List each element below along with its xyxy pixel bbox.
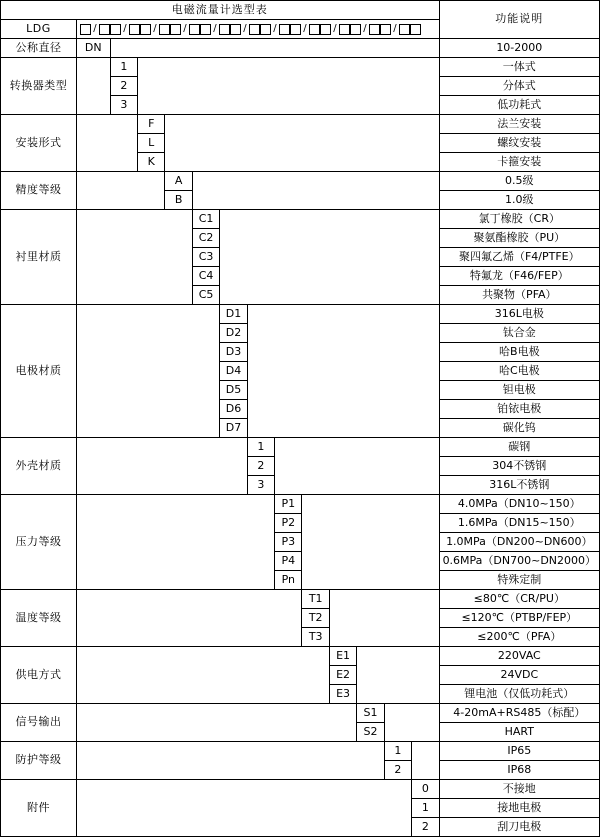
code-electrode-6[interactable]: D6: [220, 400, 247, 419]
code-install-type-2[interactable]: L: [138, 134, 165, 153]
desc-converter-type-1: 一体式: [439, 58, 599, 77]
desc-housing-1: 碳钢: [439, 438, 599, 457]
separator-slash: /: [183, 23, 187, 35]
code-temperature-3[interactable]: T3: [302, 628, 329, 647]
code-box[interactable]: [290, 24, 301, 35]
spacer-cell: [412, 742, 440, 780]
spacer-cell: [220, 210, 439, 305]
code-box[interactable]: [369, 24, 380, 35]
desc-protection-1: IP65: [439, 742, 599, 761]
code-box[interactable]: [350, 24, 361, 35]
desc-pressure-3: 1.0MPa（DN200~DN600）: [439, 533, 599, 552]
code-power-1[interactable]: E1: [329, 647, 356, 666]
row-label-signal-output: 信号输出: [1, 704, 77, 742]
desc-liner-4: 特氟龙（F46/FEP）: [439, 267, 599, 286]
code-liner-5[interactable]: C5: [192, 286, 219, 305]
desc-temperature-1: ≤80℃（CR/PU）: [439, 590, 599, 609]
desc-signal-2: HART: [439, 723, 599, 742]
code-box[interactable]: [129, 24, 140, 35]
spacer-cell: [76, 647, 329, 704]
separator-slash: /: [303, 23, 307, 35]
table-row: [1, 172, 600, 191]
code-accessory-1[interactable]: 0: [412, 780, 440, 799]
separator-slash: /: [93, 23, 97, 35]
table-header-row: [1, 1, 600, 20]
desc-converter-type-3: 低功耗式: [439, 96, 599, 115]
row-label-protection-class: 防护等级: [1, 742, 77, 780]
desc-accuracy-1: 0.5级: [439, 172, 599, 191]
desc-liner-3: 聚四氟乙烯（F4/PTFE）: [439, 248, 599, 267]
code-box[interactable]: [80, 24, 91, 35]
code-box[interactable]: [219, 24, 230, 35]
table-row: [1, 780, 600, 799]
code-protection-1[interactable]: 1: [384, 742, 411, 761]
code-box[interactable]: [399, 24, 410, 35]
row-label-accessory: 附件: [1, 780, 77, 837]
code-temperature-1[interactable]: T1: [302, 590, 329, 609]
code-dn[interactable]: DN: [76, 39, 110, 58]
desc-protection-2: IP68: [439, 761, 599, 780]
table-row: [1, 647, 600, 666]
spacer-cell: [76, 438, 247, 495]
spacer-cell: [329, 590, 439, 647]
desc-signal-1: 4-20mA+RS485（标配）: [439, 704, 599, 723]
table-row: [1, 742, 600, 761]
code-box[interactable]: [140, 24, 151, 35]
separator-slash: /: [213, 23, 217, 35]
spacer-cell: [76, 210, 192, 305]
code-box[interactable]: [410, 24, 421, 35]
row-label-temperature-class: 温度等级: [1, 590, 77, 647]
table-row: [1, 58, 600, 77]
desc-electrode-3: 哈B电极: [439, 343, 599, 362]
spacer-cell: [76, 58, 110, 115]
code-install-type-1[interactable]: F: [138, 115, 165, 134]
table-row: [1, 590, 600, 609]
desc-power-3: 锂电池（仅低功耗式）: [439, 685, 599, 704]
table-row: [1, 438, 600, 457]
code-accuracy-1[interactable]: A: [165, 172, 192, 191]
table-row: [1, 39, 600, 58]
page-title: 电磁流量计选型表: [1, 1, 440, 20]
code-box[interactable]: [159, 24, 170, 35]
desc-power-1: 220VAC: [439, 647, 599, 666]
row-label-converter-type: 转换器类型: [1, 58, 77, 115]
desc-temperature-3: ≤200℃（PFA）: [439, 628, 599, 647]
spacer-cell: [384, 704, 439, 742]
code-pressure-2[interactable]: P2: [275, 514, 302, 533]
separator-slash: /: [393, 23, 397, 35]
code-power-3[interactable]: E3: [329, 685, 356, 704]
row-label-liner-material: 衬里材质: [1, 210, 77, 305]
desc-install-type-3: 卡箍安装: [439, 153, 599, 172]
spacer-cell: [357, 647, 439, 704]
code-boxes: [77, 20, 439, 38]
desc-electrode-5: 钽电极: [439, 381, 599, 400]
code-pressure-3[interactable]: P3: [275, 533, 302, 552]
model-prefix: LDG: [1, 20, 77, 39]
spacer-cell: [110, 39, 439, 58]
desc-liner-5: 共聚物（PFA）: [439, 286, 599, 305]
code-liner-1[interactable]: C1: [192, 210, 219, 229]
spacer-cell: [76, 742, 384, 780]
row-label-install-type: 安装形式: [1, 115, 77, 172]
code-box[interactable]: [279, 24, 290, 35]
table-row: [1, 495, 600, 514]
code-box[interactable]: [380, 24, 391, 35]
desc-pressure-1: 4.0MPa（DN10~150）: [439, 495, 599, 514]
desc-liner-2: 聚氨酯橡胶（PU）: [439, 229, 599, 248]
code-protection-2[interactable]: 2: [384, 761, 411, 780]
code-box[interactable]: [170, 24, 181, 35]
row-label-housing-material: 外壳材质: [1, 438, 77, 495]
table-row: [1, 305, 600, 324]
table-row: [1, 115, 600, 134]
code-accessory-2[interactable]: 1: [412, 799, 440, 818]
spacer-cell: [76, 305, 219, 438]
code-housing-2[interactable]: 2: [247, 457, 274, 476]
desc-housing-2: 304不锈钢: [439, 457, 599, 476]
desc-electrode-7: 碳化钨: [439, 419, 599, 438]
desc-install-type-2: 螺纹安装: [439, 134, 599, 153]
separator-slash: /: [153, 23, 157, 35]
code-electrode-5[interactable]: D5: [220, 381, 247, 400]
code-boxes-cell: [76, 20, 439, 39]
code-pressure-4[interactable]: P4: [275, 552, 302, 571]
separator-slash: /: [273, 23, 277, 35]
desc-housing-3: 316L不锈钢: [439, 476, 599, 495]
code-housing-3[interactable]: 3: [247, 476, 274, 495]
desc-accessory-3: 刮刀电极: [439, 818, 599, 837]
desc-accessory-1: 不接地: [439, 780, 599, 799]
code-accuracy-2[interactable]: B: [165, 191, 192, 210]
code-converter-type-2[interactable]: 2: [110, 77, 137, 96]
spacer-cell: [76, 704, 356, 742]
code-box[interactable]: [230, 24, 241, 35]
desc-electrode-6: 铂铱电极: [439, 400, 599, 419]
desc-converter-type-2: 分体式: [439, 77, 599, 96]
code-housing-1[interactable]: 1: [247, 438, 274, 457]
desc-electrode-1: 316L电极: [439, 305, 599, 324]
spacer-cell: [247, 305, 439, 438]
spacer-cell: [76, 590, 302, 647]
code-electrode-1[interactable]: D1: [220, 305, 247, 324]
code-box[interactable]: [309, 24, 320, 35]
code-box[interactable]: [200, 24, 211, 35]
separator-slash: /: [363, 23, 367, 35]
code-electrode-3[interactable]: D3: [220, 343, 247, 362]
desc-power-2: 24VDC: [439, 666, 599, 685]
code-box[interactable]: [320, 24, 331, 35]
row-label-pressure-class: 压力等级: [1, 495, 77, 590]
code-box[interactable]: [249, 24, 260, 35]
separator-slash: /: [333, 23, 337, 35]
desc-install-type-1: 法兰安装: [439, 115, 599, 134]
desc-accessory-2: 接地电极: [439, 799, 599, 818]
code-liner-3[interactable]: C3: [192, 248, 219, 267]
spacer-cell: [76, 495, 274, 590]
code-box[interactable]: [99, 24, 110, 35]
code-box[interactable]: [110, 24, 121, 35]
code-box[interactable]: [260, 24, 271, 35]
row-label-nominal-diameter: 公称直径: [1, 39, 77, 58]
desc-liner-1: 氯丁橡胶（CR）: [439, 210, 599, 229]
desc-nominal-diameter: 10-2000: [439, 39, 599, 58]
code-pressure-5[interactable]: Pn: [275, 571, 302, 590]
spacer-cell: [76, 780, 411, 837]
desc-accuracy-2: 1.0级: [439, 191, 599, 210]
spacer-cell: [76, 172, 165, 210]
desc-pressure-4: 0.6MPa（DN700~DN2000）: [439, 552, 599, 571]
separator-slash: /: [123, 23, 127, 35]
table-row: [1, 210, 600, 229]
function-desc-header: 功能说明: [439, 1, 599, 39]
code-electrode-4[interactable]: D4: [220, 362, 247, 381]
code-temperature-2[interactable]: T2: [302, 609, 329, 628]
table-row: [1, 704, 600, 723]
desc-electrode-2: 钛合金: [439, 324, 599, 343]
row-label-electrode-material: 电极材质: [1, 305, 77, 438]
code-box[interactable]: [339, 24, 350, 35]
code-liner-4[interactable]: C4: [192, 267, 219, 286]
code-accessory-3[interactable]: 2: [412, 818, 440, 837]
desc-pressure-5: 特殊定制: [439, 571, 599, 590]
code-converter-type-1[interactable]: 1: [110, 58, 137, 77]
code-converter-type-3[interactable]: 3: [110, 96, 137, 115]
desc-temperature-2: ≤120℃（PTBP/FEP）: [439, 609, 599, 628]
spacer-cell: [302, 495, 439, 590]
spacer-cell: [275, 438, 440, 495]
code-power-2[interactable]: E2: [329, 666, 356, 685]
spacer-cell: [192, 172, 439, 210]
spacer-cell: [76, 115, 137, 172]
spacer-cell: [138, 58, 440, 115]
code-signal-2[interactable]: S2: [357, 723, 384, 742]
code-liner-2[interactable]: C2: [192, 229, 219, 248]
code-pressure-1[interactable]: P1: [275, 495, 302, 514]
separator-slash: /: [243, 23, 247, 35]
code-electrode-7[interactable]: D7: [220, 419, 247, 438]
desc-electrode-4: 哈C电极: [439, 362, 599, 381]
spacer-cell: [165, 115, 439, 172]
code-box[interactable]: [189, 24, 200, 35]
desc-pressure-2: 1.6MPa（DN15~150）: [439, 514, 599, 533]
code-electrode-2[interactable]: D2: [220, 324, 247, 343]
row-label-accuracy-class: 精度等级: [1, 172, 77, 210]
code-signal-1[interactable]: S1: [357, 704, 384, 723]
row-label-power-supply: 供电方式: [1, 647, 77, 704]
code-install-type-3[interactable]: K: [138, 153, 165, 172]
